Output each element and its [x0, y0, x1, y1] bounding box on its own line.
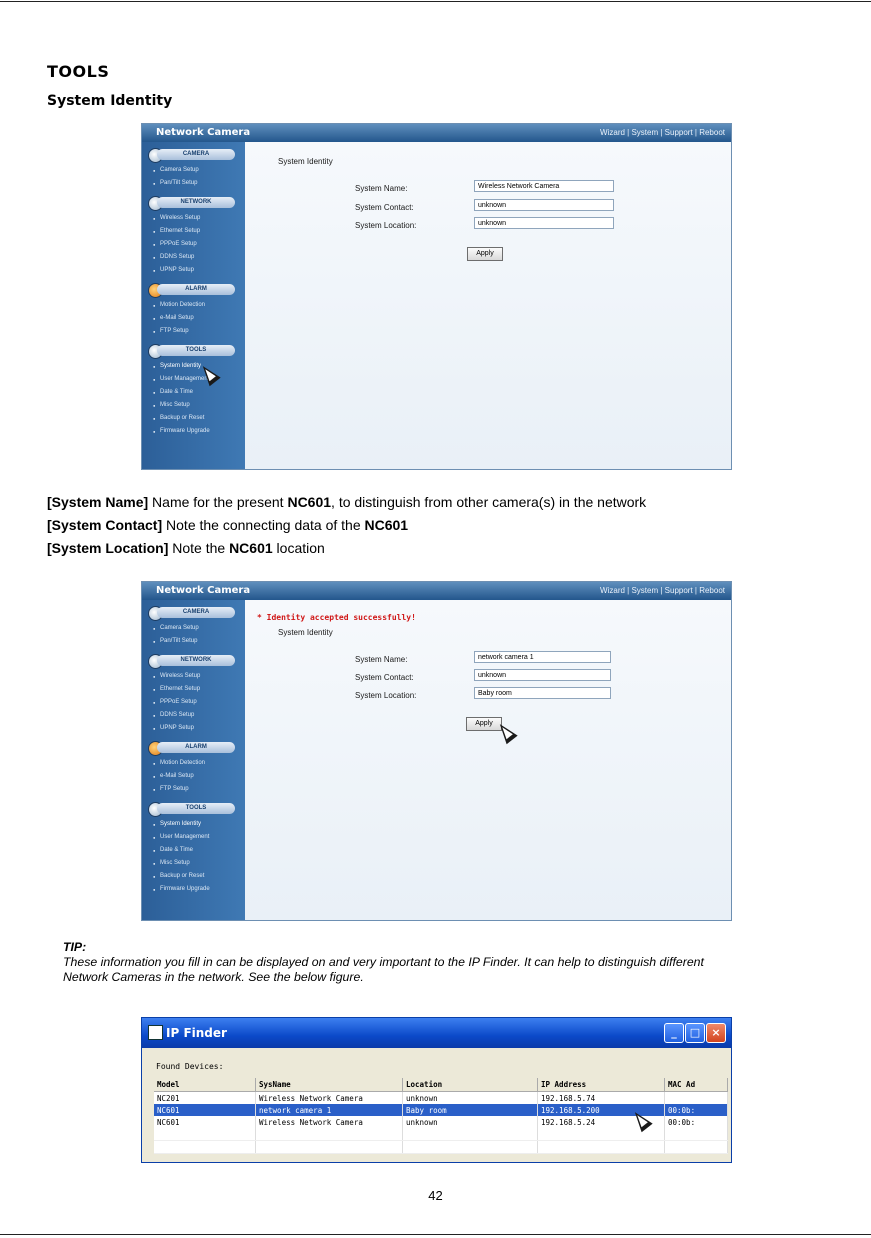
subsection-heading: System Identity: [47, 93, 173, 109]
sidebar-section-alarm: ALARM: [142, 281, 245, 299]
table-row-selected[interactable]: NC601 network camera 1 Baby room 192.168.5.200 00:0b:: [154, 1104, 728, 1116]
table-row[interactable]: NC601 Wireless Network Camera unknown 192.168.5.24 00:0b:: [154, 1116, 728, 1128]
camera-sidebar: [142, 600, 245, 920]
camera-title-bar: [142, 124, 731, 142]
camera-screenshot-2: [141, 581, 732, 921]
ip-finder-window: [141, 1017, 732, 1163]
sidebar-item-email-setup[interactable]: ● e-Mail Setup: [142, 770, 245, 783]
sidebar-item-pan-tilt-setup[interactable]: ● Pan/Tilt Setup: [142, 635, 245, 648]
system-location-label: System Location:: [355, 691, 417, 700]
sidebar-item-date-time[interactable]: ● Date & Time: [142, 386, 245, 399]
sidebar-item-camera-setup[interactable]: ● Camera Setup: [142, 164, 245, 177]
system-contact-input[interactable]: unknown: [474, 669, 611, 681]
sidebar-item-email-setup[interactable]: ● e-Mail Setup: [142, 312, 245, 325]
table-row[interactable]: NC201 Wireless Network Camera unknown 192.168.5.74: [154, 1092, 728, 1105]
tip-line-1: These information you fill in can be displayed on and very important to the IP Finder. It can help to distinguish different: [63, 955, 704, 969]
top-rule: [0, 1, 871, 2]
system-name-label: System Name:: [355, 655, 408, 664]
sidebar-section-network: NETWORK: [142, 194, 245, 212]
camera-sidebar: [142, 142, 245, 469]
sidebar-section-alarm: ALARM: [142, 739, 245, 757]
sidebar-item-misc-setup[interactable]: ● Misc Setup: [142, 399, 245, 412]
sidebar-item-camera-setup[interactable]: ● Camera Setup: [142, 622, 245, 635]
sidebar-item-ethernet-setup[interactable]: ● Ethernet Setup: [142, 683, 245, 696]
camera-brand: Network Camera: [156, 585, 251, 596]
sidebar-section-camera: CAMERA: [142, 604, 245, 622]
system-location-input[interactable]: Baby room: [474, 687, 611, 699]
maximize-icon[interactable]: □: [685, 1023, 705, 1043]
camera-title-bar: [142, 582, 731, 600]
sidebar-item-motion-detection[interactable]: ● Motion Detection: [142, 299, 245, 312]
section-heading: TOOLS: [47, 62, 110, 81]
system-contact-label: System Contact:: [355, 673, 414, 682]
camera-top-links[interactable]: Wizard | System | Support | Reboot: [600, 586, 725, 595]
table-row-empty: [154, 1141, 728, 1154]
col-location[interactable]: Location: [403, 1078, 538, 1092]
desc-system-contact: [System Contact] Note the connecting data of the NC601: [47, 517, 409, 533]
camera-main-panel: [245, 600, 731, 920]
apply-button[interactable]: Apply: [466, 717, 502, 731]
sidebar-item-pan-tilt-setup[interactable]: ● Pan/Tilt Setup: [142, 177, 245, 190]
system-name-label: System Name:: [355, 184, 408, 193]
sidebar-item-backup-reset[interactable]: ● Backup or Reset: [142, 412, 245, 425]
camera-brand: Network Camera: [156, 127, 251, 138]
sidebar-item-pppoe-setup[interactable]: ● PPPoE Setup: [142, 238, 245, 251]
desc-system-location: [System Location] Note the NC601 location: [47, 540, 325, 556]
bottom-rule: [0, 1234, 871, 1235]
sidebar-section-network: NETWORK: [142, 652, 245, 670]
sidebar-section-camera: CAMERA: [142, 146, 245, 164]
sidebar-item-ethernet-setup[interactable]: ● Ethernet Setup: [142, 225, 245, 238]
tip-line-2: Network Cameras in the network. See the below figure.: [63, 970, 364, 984]
form-title: System Identity: [278, 157, 333, 166]
table-header-row: [154, 1078, 728, 1092]
camera-top-links[interactable]: Wizard | System | Support | Reboot: [600, 128, 725, 137]
col-sysname[interactable]: SysName: [256, 1078, 403, 1092]
sidebar-item-system-identity[interactable]: ● System Identity: [142, 360, 245, 373]
sidebar-item-ftp-setup[interactable]: ● FTP Setup: [142, 783, 245, 796]
system-contact-input[interactable]: unknown: [474, 199, 614, 211]
close-icon[interactable]: ×: [706, 1023, 726, 1043]
system-location-input[interactable]: unknown: [474, 217, 614, 229]
sidebar-item-ddns-setup[interactable]: ● DDNS Setup: [142, 709, 245, 722]
sidebar-item-ddns-setup[interactable]: ● DDNS Setup: [142, 251, 245, 264]
sidebar-item-wireless-setup[interactable]: ● Wireless Setup: [142, 212, 245, 225]
sidebar-section-tools: TOOLS: [142, 800, 245, 818]
sidebar-item-backup-reset[interactable]: ● Backup or Reset: [142, 870, 245, 883]
sidebar-section-tools: TOOLS: [142, 342, 245, 360]
col-model[interactable]: Model: [154, 1078, 256, 1092]
sidebar-item-motion-detection[interactable]: ● Motion Detection: [142, 757, 245, 770]
success-message: * Identity accepted successfully!: [257, 613, 416, 622]
system-location-label: System Location:: [355, 221, 417, 230]
tip-title: TIP:: [63, 940, 87, 954]
sidebar-item-pppoe-setup[interactable]: ● PPPoE Setup: [142, 696, 245, 709]
found-devices-label: Found Devices:: [156, 1062, 224, 1071]
tip-block: [63, 940, 843, 985]
camera-main-panel: [245, 142, 731, 469]
sidebar-item-firmware-upgrade[interactable]: ● Firmware Upgrade: [142, 883, 245, 896]
system-name-input[interactable]: Wireless Network Camera: [474, 180, 614, 192]
sidebar-item-misc-setup[interactable]: ● Misc Setup: [142, 857, 245, 870]
apply-button[interactable]: Apply: [467, 247, 503, 261]
minimize-icon[interactable]: _: [664, 1023, 684, 1043]
desc-system-name: [System Name] Name for the present NC601, to distinguish from other camera(s) in the network: [47, 494, 647, 510]
sidebar-item-upnp-setup[interactable]: ● UPNP Setup: [142, 264, 245, 277]
form-title: System Identity: [278, 628, 333, 637]
page-number: 42: [428, 1188, 443, 1203]
sidebar-item-upnp-setup[interactable]: ● UPNP Setup: [142, 722, 245, 735]
sidebar-item-wireless-setup[interactable]: ● Wireless Setup: [142, 670, 245, 683]
system-contact-label: System Contact:: [355, 203, 414, 212]
ip-finder-title-bar: [142, 1018, 731, 1048]
ip-finder-app-icon: [148, 1025, 163, 1040]
sidebar-item-user-management[interactable]: ● User Management: [142, 831, 245, 844]
col-mac-address[interactable]: MAC Ad: [665, 1078, 728, 1092]
sidebar-item-system-identity[interactable]: ● System Identity: [142, 818, 245, 831]
sidebar-item-date-time[interactable]: ● Date & Time: [142, 844, 245, 857]
sidebar-item-firmware-upgrade[interactable]: ● Firmware Upgrade: [142, 425, 245, 438]
col-ip-address[interactable]: IP Address: [538, 1078, 665, 1092]
ip-finder-title: IP Finder: [166, 1026, 227, 1040]
camera-screenshot-1: [141, 123, 732, 470]
sidebar-item-ftp-setup[interactable]: ● FTP Setup: [142, 325, 245, 338]
sidebar-item-user-management[interactable]: ● User Management: [142, 373, 245, 386]
system-name-input[interactable]: network camera 1: [474, 651, 611, 663]
